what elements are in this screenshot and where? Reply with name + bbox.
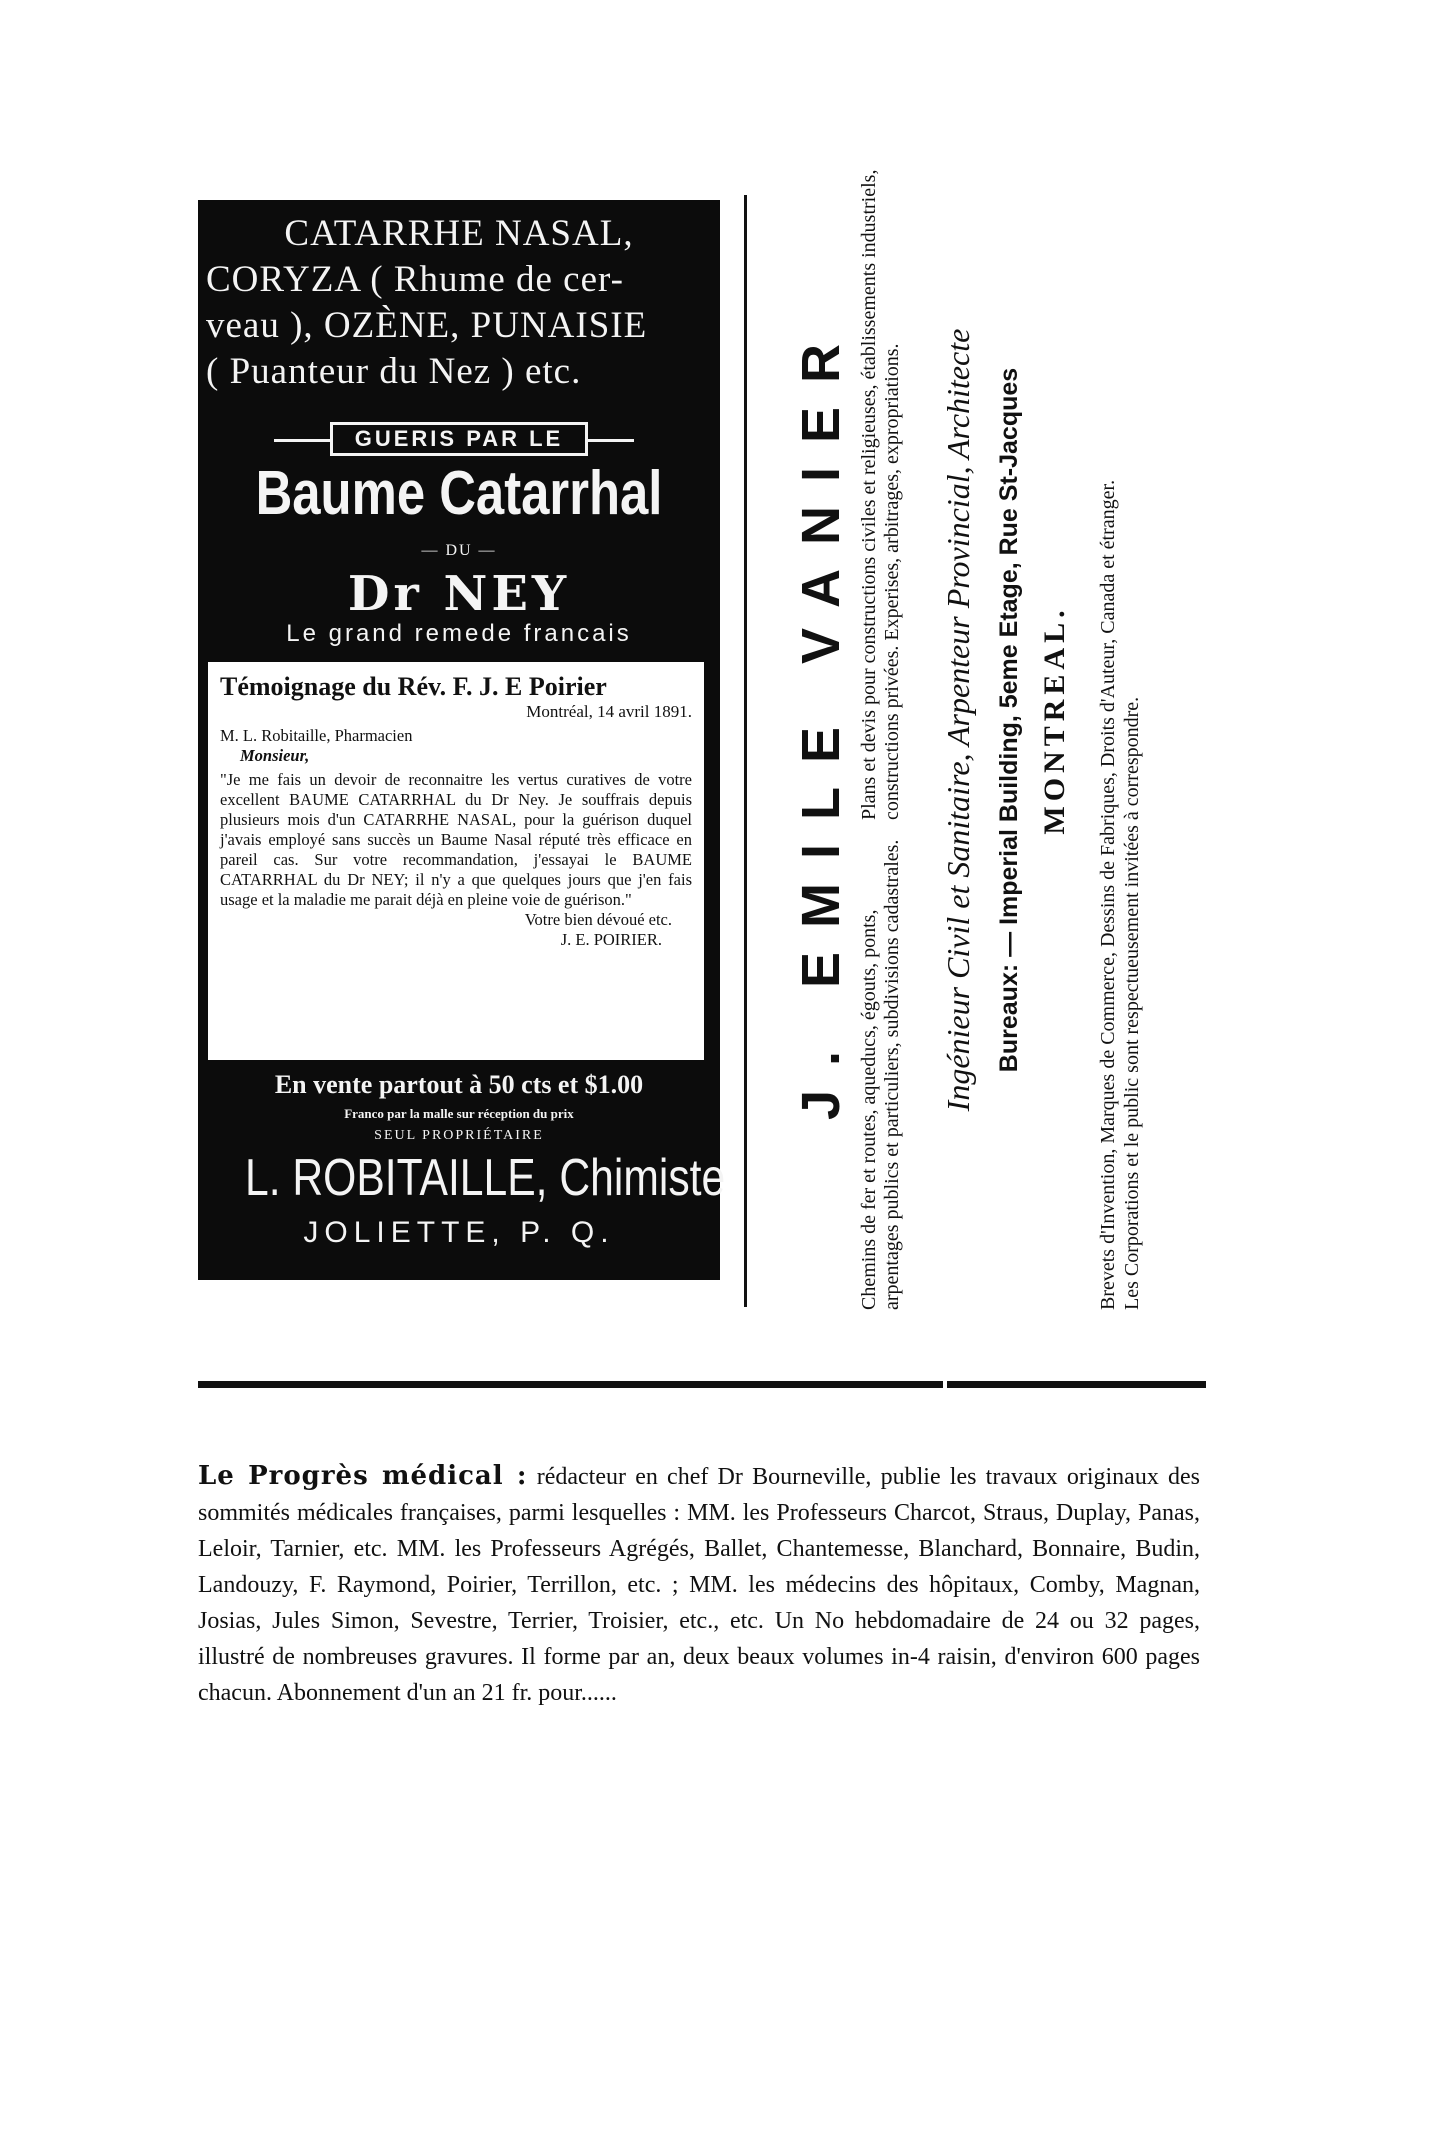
testimonial-signature: J. E. POIRIER. (560, 930, 662, 949)
testimonial-title: Témoignage du Rév. F. J. E Poirier (220, 672, 607, 701)
vertical-divider (744, 195, 747, 1307)
progres-medical-paragraph (198, 1458, 1200, 1711)
owner-label: SEUL PROPRIÉTAIRE (374, 1128, 544, 1143)
vanier-corporations-text: Les Corporations et le public sont respectueusement invitées à correspondre. (1121, 696, 1143, 1310)
testimonial-recipient: M. L. Robitaille, Pharmacien (220, 726, 413, 745)
progres-medical-title: Le Progrès médical : (198, 1461, 528, 1491)
vanier-services-left: Chemins de fer et routes, aqueducs, égouts, ponts, arpentages publics et particuliers, subdivisions cadastrales. (858, 839, 903, 1310)
baume-catarrhal-advertisement (198, 200, 726, 1280)
gueris-banner (198, 422, 720, 456)
testimonial-box (208, 662, 704, 1060)
du-label: — DU — (421, 542, 497, 559)
owner-city: JOLIETTE, P. Q. (303, 1216, 615, 1249)
headline-line-2: CORYZA ( Rhume de cer- (206, 259, 624, 300)
owner-name: L. ROBITAILLE, Chimiste (244, 1149, 726, 1207)
vanier-name: J. EMILE VANIER (791, 319, 851, 1121)
headline-line-1: CATARRHE NASAL, (284, 213, 634, 254)
testimonial-date: Montréal, 14 avril 1891. (526, 702, 692, 721)
vanier-advertisement (790, 130, 1190, 1310)
testimonial-salutation: Monsieur, (240, 746, 310, 765)
horizontal-rule (198, 1381, 1206, 1388)
vanier-services-right: Plans et devis pour constructions civiles et religieuses, établissements industriels, constructions privées. Experises, arbitrages, expropriations. (858, 169, 903, 820)
headline-line-3: veau ), OZÈNE, PUNAISIE (206, 305, 648, 346)
vanier-title: Ingénieur Civil et Sanitaire, Arpenteur Provincial, Architecte (940, 328, 976, 1112)
vanier-brevets-text: Brevets d'Invention, Marques de Commerce, Dessins de Fabriques, Droits d'Auteur, Canada et étranger. (1097, 479, 1119, 1310)
doctor-name: Dr NEY (347, 566, 571, 622)
vanier-address: Bureaux: — Imperial Building, 5eme Etage, Rue St-Jacques (995, 367, 1023, 1073)
banner-label: GUERIS PAR LE (330, 422, 589, 456)
vanier-patents (1096, 130, 1144, 1310)
product-name: Baume Catarrhal (255, 459, 663, 528)
headline-line-4: ( Puanteur du Nez ) etc. (206, 351, 582, 392)
vanier-city: MONTREAL. (1038, 605, 1071, 835)
progres-medical-text: rédacteur en chef Dr Bourneville, publie les travaux originaux des sommités médicales françaises, parmi lesquelles : MM. les Professeurs Charcot, Straus, Duplay, Panas, Leloir, Tarnier, etc. MM. les Professeurs Agrégés, Ballet, Chantemesse, Blanchard, Bonnaire, Budin, Landouzy, F. Raymond, Poirier, Terrillon, etc. ; MM. les médecins des hôpitaux, Comby, Magnan, Josias, Jules Simon, Sevestre, Terrier, Troisier, etc., etc. Un No hebdomadaire de 24 ou 32 pages, illustré de nombreuses gravures. Il forme par an, deux beaux volumes in-4 raisin, d'environ 600 pages chacun. Abonnement d'un an 21 fr. pour...... (198, 1464, 1201, 1706)
tagline: Le grand remede francais (286, 620, 632, 647)
testimonial-body: "Je me fais un devoir de reconnaitre les vertus curatives de votre excellent BAUME CATARRHAL du Dr Ney. Je souffrais depuis plusieurs mois d'un CATARRHE NASAL, pour la guérison duquel j'avais employé sans succès un Baume Nasal réputé très efficace en pareil cas. Sur votre recommandation, j'essayai le BAUME CATARRHAL du Dr NEY; il n'y a que quelques jours que j'en fais usage et la maladie me parait déjà en pleine voie de guérison." (220, 770, 692, 909)
testimonial-closing: Votre bien dévoué etc. (524, 910, 672, 929)
sale-price: En vente partout à 50 cts et $1.00 (274, 1070, 644, 1099)
franco-note: Franco par la malle sur réception du prix (344, 1106, 574, 1121)
